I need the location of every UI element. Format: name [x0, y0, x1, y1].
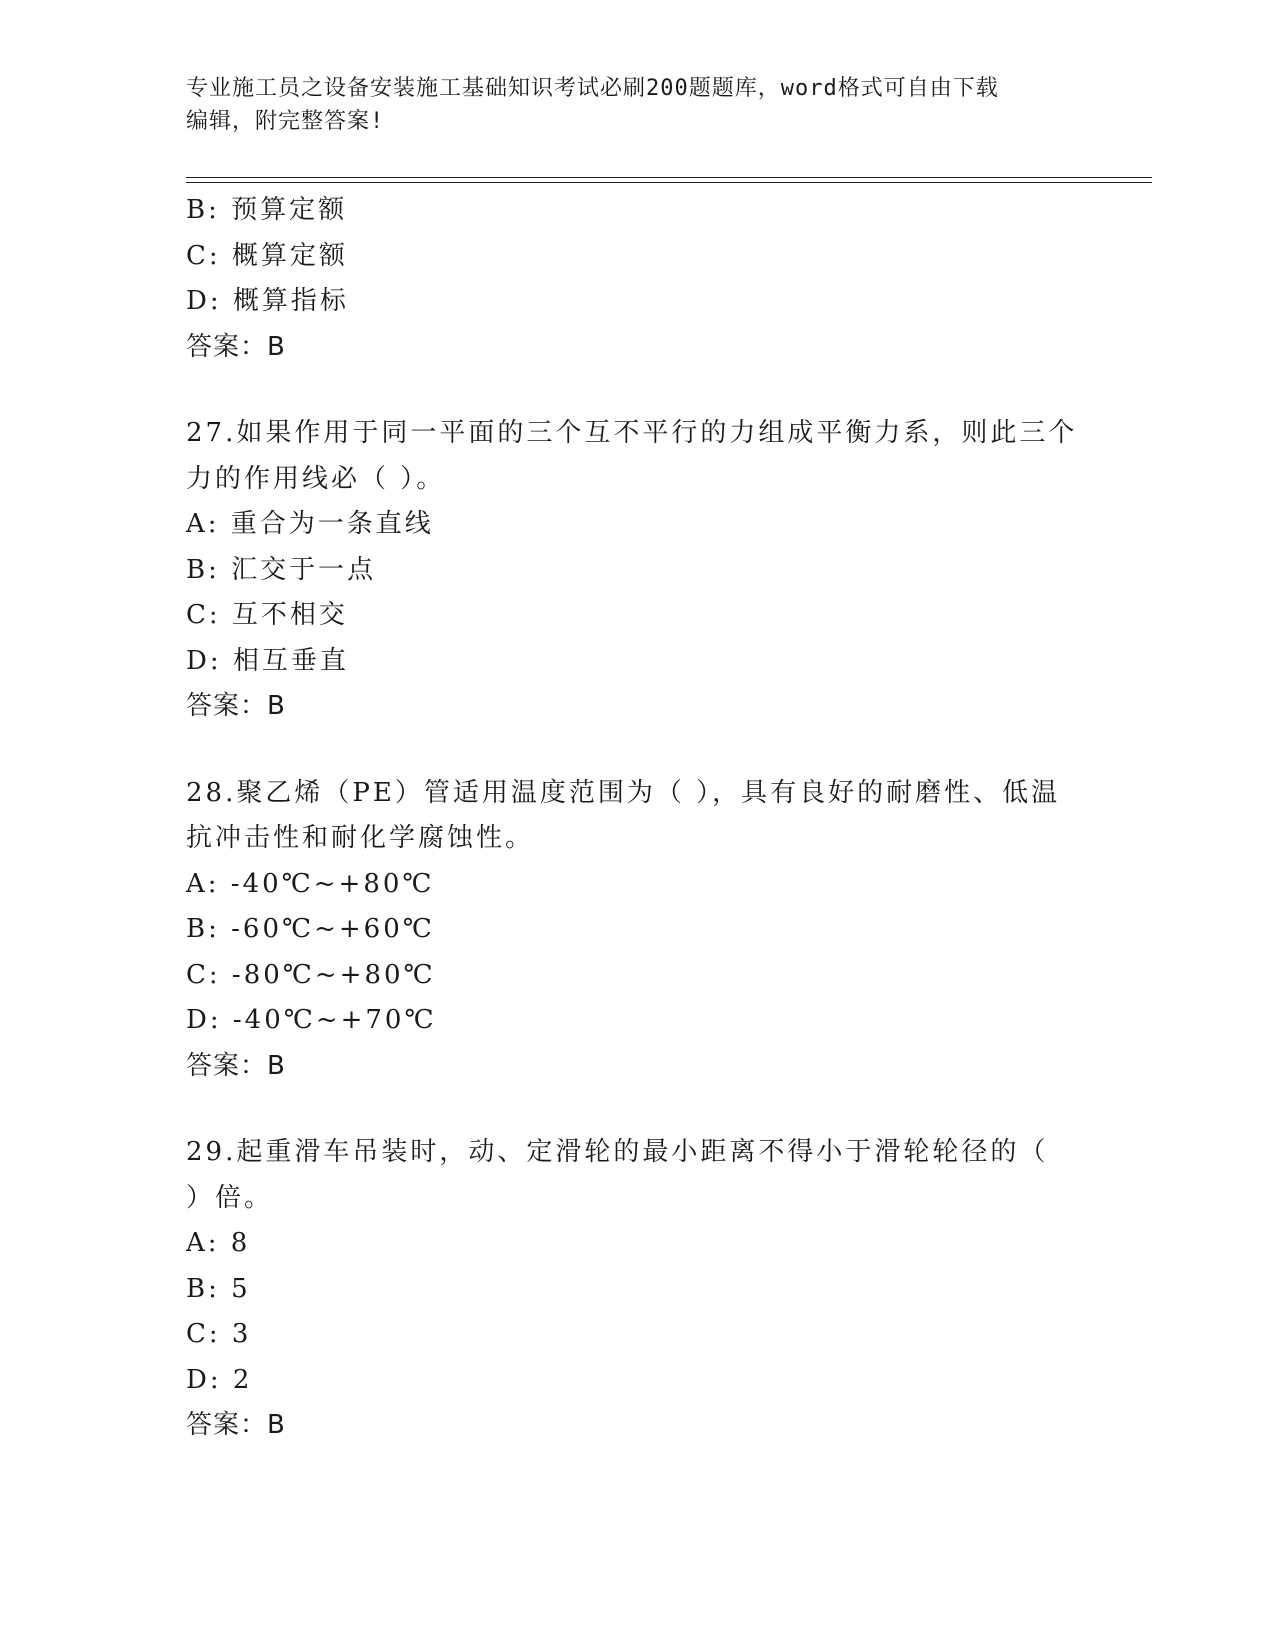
option-c: C: 3	[186, 1319, 252, 1349]
question-28	[186, 771, 1086, 1090]
spacer	[186, 1089, 1086, 1130]
question-stem-cont: 抗冲击性和耐化学腐蚀性。	[186, 823, 535, 853]
question-27	[186, 411, 1086, 730]
spacer	[186, 370, 1086, 411]
option-c: C: -80℃~+80℃	[186, 959, 436, 990]
option-b: B: 预算定额	[186, 195, 348, 225]
answer: 答案：B	[186, 1050, 286, 1081]
option-d: D: -40℃~+70℃	[186, 1005, 437, 1035]
header-rule-top	[186, 177, 1152, 178]
question-content	[186, 188, 1086, 1449]
question-stem-cont: 力的作用线必（ ）。	[186, 463, 446, 494]
header-line-1: 专业施工员之设备安装施工基础知识考试必刷200题题库，word格式可自由下载	[186, 76, 999, 101]
question-stem: 28.聚乙烯（PE）管适用温度范围为（ ），具有良好的耐磨性、低温	[186, 777, 1061, 808]
answer: 答案：B	[186, 331, 286, 362]
question-29	[186, 1130, 1086, 1449]
question-26-continued	[186, 188, 1086, 370]
header-line-2: 编辑，附完整答案!	[186, 109, 385, 134]
option-b: B: -60℃~+60℃	[186, 914, 435, 944]
option-b: B: 5	[186, 1273, 251, 1304]
question-stem-cont: ）倍。	[186, 1182, 274, 1213]
option-a: A: 重合为一条直线	[186, 509, 434, 539]
option-a: A: 8	[186, 1228, 251, 1258]
option-a: A: -40℃~+80℃	[186, 868, 435, 899]
answer: 答案：B	[186, 1410, 286, 1440]
question-stem: 27.如果作用于同一平面的三个互不平行的力组成平衡力系，则此三个	[186, 418, 1078, 448]
answer: 答案：B	[186, 691, 286, 721]
option-d: D: 2	[186, 1364, 253, 1395]
spacer	[186, 730, 1086, 771]
page-header	[186, 72, 1066, 138]
option-c: C: 概算定额	[186, 240, 348, 271]
option-d: D: 概算指标	[186, 286, 349, 316]
question-stem: 29.起重滑车吊装时，动、定滑轮的最小距离不得小于滑轮轮径的（	[186, 1137, 1049, 1167]
option-c: C: 互不相交	[186, 600, 348, 630]
option-b: B: 汇交于一点	[186, 554, 377, 585]
header-rule-bottom	[186, 182, 1152, 183]
option-d: D: 相互垂直	[186, 645, 349, 676]
